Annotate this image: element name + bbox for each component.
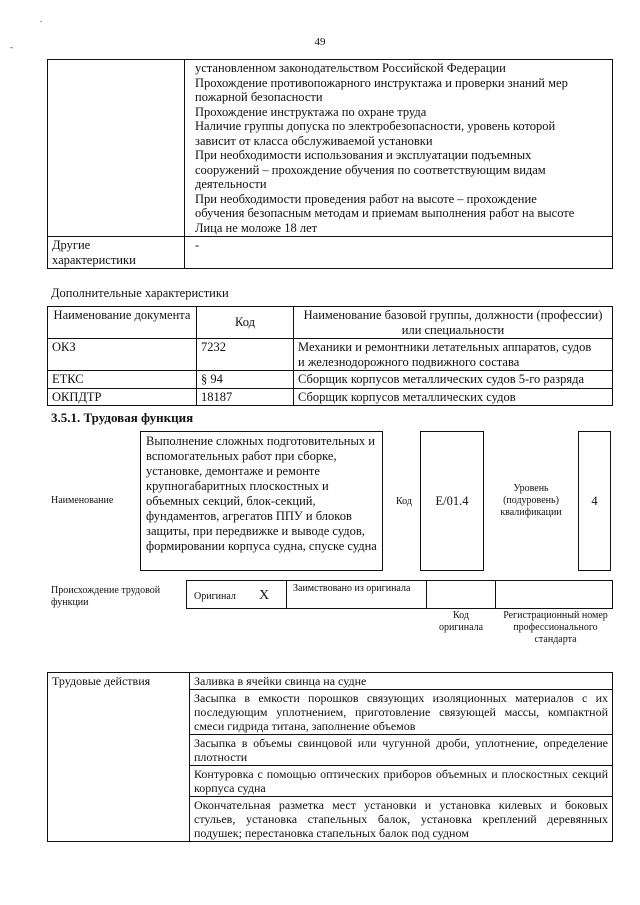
requirement-line: Прохождение противопожарного инструктажа и проверки знаний мер	[195, 75, 568, 90]
function-name-box: Выполнение сложных подготовительных и вспомогательных работ при сборке, установке, демонтаже и ремонте крупногабаритных плоскостных и объемных секций, блок-секций, фундаментов, агрегатов ППУ и блоков защиты, при передвижке и выводе судов, формировании корпуса судна, спуске судна	[140, 431, 383, 571]
requirement-line: Наличие группы допуска по электробезопасности, уровень которой	[195, 119, 556, 133]
additional-heading: Дополнительные характеристики	[51, 286, 229, 300]
row-name	[294, 339, 613, 371]
requirement-line: При необходимости проведения работ на высоте – прохождение	[195, 191, 537, 206]
row-name-line: Механики и ремонтники летательных аппаратов, судов	[298, 340, 592, 354]
actions-label: Трудовые действия	[48, 673, 190, 842]
other-label-cell	[48, 237, 185, 269]
row-doc: ОКПДТР	[48, 388, 197, 406]
requirement-line: деятельности	[195, 177, 267, 191]
reg-number-label: Регистрационный номер профессионального стандарта	[503, 610, 608, 645]
other-label: характеристики	[52, 252, 136, 267]
origin-divider	[286, 580, 287, 608]
action-item: Засыпка в емкости порошков связующих изоляционных материалов с их последующим уплотнением, приготовление связующей массы, компактной смеси гидрида титана, заполнение объемов	[190, 690, 613, 735]
header-code: Код	[197, 307, 294, 339]
requirement-line: пожарной безопасности	[195, 90, 323, 104]
requirement-line: сооружений – прохождение обучения по соответствующим видам	[195, 162, 546, 177]
row-code: 18187	[197, 388, 294, 406]
header-doc: Наименование документа	[48, 307, 197, 339]
level-box: 4	[578, 431, 611, 571]
borrowed-label: Заимствовано из оригинала	[293, 583, 411, 594]
name-label: Наименование	[51, 495, 114, 506]
row-name: Сборщик корпусов металлических судов	[294, 388, 613, 406]
original-label: Оригинал	[194, 591, 236, 602]
other-label: Другие	[52, 238, 91, 252]
action-item: Заливка в ячейки свинца на судне	[190, 673, 613, 690]
other-value-cell	[185, 237, 613, 269]
requirement-line: установленном законодательством Российской Федерации	[195, 61, 506, 75]
requirement-line: Лица не моложе 18 лет	[195, 220, 318, 235]
scan-dot-2: -	[10, 42, 13, 52]
origin-divider	[495, 580, 496, 608]
row-doc: ОКЗ	[48, 339, 197, 371]
header-name: Наименование базовой группы, должности (профессии) или специальности	[294, 307, 613, 339]
other-value: -	[195, 238, 200, 252]
requirement-line: Прохождение инструктажа по охране труда	[195, 104, 427, 119]
additional-table	[47, 306, 613, 406]
requirement-line: зависит от класса обслуживаемой установки	[195, 133, 433, 148]
origin-divider	[426, 580, 427, 608]
requirement-line: обучения безопасным методам и приемам выполнения работ на высоте	[195, 206, 575, 220]
row-code: § 94	[197, 371, 294, 389]
page-number: 49	[314, 36, 326, 48]
code-original-label: Код оригинала	[438, 610, 484, 633]
function-title: 3.5.1. Трудовая функция	[51, 410, 194, 425]
actions-table	[47, 672, 613, 842]
action-item: Засыпка в объемы свинцовой или чугунной дроби, уплотнение, определение плотности	[190, 735, 613, 766]
requirements-label-cell	[48, 60, 185, 237]
row-code: 7232	[197, 339, 294, 371]
row-name-line: и железнодорожного подвижного состава	[298, 354, 520, 369]
requirement-line: При необходимости использования и эксплуатации подъемных	[195, 148, 532, 162]
action-item: Контуровка с помощью оптических приборов объемных и плоскостных секций корпуса судна	[190, 766, 613, 797]
original-mark: X	[259, 588, 270, 603]
scan-dot: .	[40, 14, 43, 24]
function-code-box: E/01.4	[420, 431, 484, 571]
origin-label: Происхождение трудовой функции	[51, 585, 161, 608]
requirements-table	[47, 59, 613, 269]
row-name: Сборщик корпусов металлических судов 5-го разряда	[294, 371, 613, 389]
level-label: Уровень (подуровень) квалификации	[500, 483, 562, 518]
action-item: Окончательная разметка мест установки и установка килевых и боковых стульев, установка стапельных балок, установка креплений деревянных подушек; перестановка стапельных балок под судном	[190, 797, 613, 842]
requirements-value-cell	[185, 60, 613, 237]
code-label: Код	[396, 496, 412, 507]
row-doc: ЕТКС	[48, 371, 197, 389]
